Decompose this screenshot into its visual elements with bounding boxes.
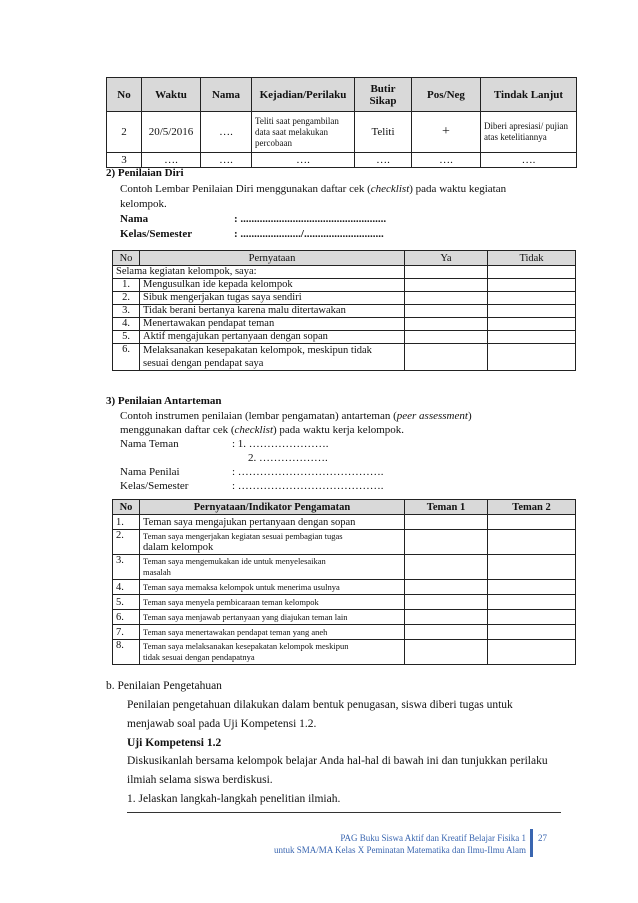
cell: Menertawakan pendapat teman: [140, 318, 405, 331]
cell: Diberi apresiasi/ pujian atas ketelitiannya: [481, 112, 577, 153]
field-label: Kelas/Semester: [120, 480, 189, 492]
checkbox-cell[interactable]: [488, 344, 576, 371]
section-text: [120, 182, 570, 196]
cell: +: [412, 112, 481, 153]
checkbox-cell[interactable]: [488, 318, 576, 331]
col-pos-neg: Pos/Neg: [412, 78, 481, 112]
col-ya: Ya: [405, 251, 488, 266]
text: Teman saya mengerjakan kegiatan sesuai pembagian tugas: [143, 531, 343, 541]
cell: Mengusulkan ide kepada kelompok: [140, 279, 405, 292]
col-nama: Nama: [201, 78, 252, 112]
col-teman-2: Teman 2: [488, 500, 576, 515]
checkbox-cell[interactable]: [488, 279, 576, 292]
table-row: [113, 305, 576, 318]
table-row: [113, 640, 576, 665]
section-text: menjawab soal pada Uji Kompetensi 1.2.: [127, 718, 317, 730]
cell: 3.: [113, 555, 140, 580]
cell: 7.: [113, 625, 140, 640]
cell: ….: [201, 112, 252, 153]
cell: [140, 530, 405, 555]
col-indikator: Pernyataan/Indikator Pengamatan: [140, 500, 405, 515]
checkbox-cell[interactable]: [405, 305, 488, 318]
checkbox-cell[interactable]: [405, 331, 488, 344]
cell: ….: [201, 153, 252, 168]
checkbox-cell[interactable]: [405, 279, 488, 292]
question-item: 1. Jelaskan langkah-langkah penelitian ilmiah.: [127, 792, 344, 806]
cell: ….: [252, 153, 355, 168]
field-label: Nama: [120, 213, 149, 225]
cell: Aktif mengajukan pertanyaan dengan sopan: [140, 331, 405, 344]
self-assessment-table: [112, 250, 576, 371]
text: sesuai dengan pendapat saya: [143, 358, 264, 369]
cell: ….: [412, 153, 481, 168]
cell: Teman saya menjawab pertanyaan yang diajukan teman lain: [140, 610, 405, 625]
table-row: [107, 153, 577, 168]
section-heading: 3) Penilaian Antarteman: [106, 395, 222, 407]
checkbox-cell[interactable]: [488, 515, 576, 530]
cell: Selama kegiatan kelompok, saya:: [113, 266, 405, 279]
cell: 6.: [113, 344, 140, 371]
col-waktu: Waktu: [142, 78, 201, 112]
col-no: No: [107, 78, 142, 112]
text: Melaksanakan kesepakatan kelompok, meskipun tidak: [143, 345, 372, 356]
field-value: : 1. ………………….: [232, 438, 329, 450]
checkbox-cell[interactable]: [488, 292, 576, 305]
cell: Sibuk mengerjakan tugas saya sendiri: [140, 292, 405, 305]
checkbox-cell[interactable]: [488, 530, 576, 555]
checkbox-cell[interactable]: [488, 610, 576, 625]
subsection-title: Uji Kompetensi 1.2: [127, 737, 222, 749]
cell: 2.: [113, 292, 140, 305]
table-row: [113, 292, 576, 305]
checkbox-cell[interactable]: [405, 292, 488, 305]
cell: Teliti saat pengambilan data saat melakukan percobaan: [252, 112, 355, 153]
cell: Tidak berani bertanya karena malu ditertawakan: [140, 305, 405, 318]
table-header-row: [113, 251, 576, 266]
cell: Teman saya menertawakan pendapat teman yang aneh: [140, 625, 405, 640]
checkbox-cell[interactable]: [405, 555, 488, 580]
table-row: [107, 112, 577, 153]
table-row: [113, 625, 576, 640]
footer-text: [230, 832, 526, 856]
text: Contoh instrumen penilaian (lembar pengamatan) antarteman (: [120, 410, 397, 422]
field-value: : ....................../.............................: [234, 228, 384, 240]
text: Contoh Lembar Penilaian Diri menggunakan daftar cek (: [120, 183, 371, 195]
text: ): [467, 410, 472, 422]
table-header-row: [107, 78, 577, 112]
text: checklist: [370, 183, 410, 195]
checkbox-cell[interactable]: [405, 530, 488, 555]
checkbox-cell[interactable]: [405, 640, 488, 665]
cell: Teliti: [355, 112, 412, 153]
checkbox-cell[interactable]: [405, 595, 488, 610]
checkbox-cell[interactable]: [405, 610, 488, 625]
checkbox-cell[interactable]: [488, 555, 576, 580]
text: ) pada waktu kegiatan: [409, 183, 507, 195]
col-pernyataan: Pernyataan: [140, 251, 405, 266]
checkbox-cell[interactable]: [405, 318, 488, 331]
field-label: Nama Teman: [120, 438, 179, 450]
checkbox-cell[interactable]: [488, 331, 576, 344]
text: ) pada waktu kerja kelompok.: [273, 424, 405, 436]
cell: 5.: [113, 595, 140, 610]
text: masalah: [143, 567, 171, 577]
text: Teman saya mengemukakan ide untuk menyelesaikan: [143, 556, 326, 566]
checkbox-cell[interactable]: [405, 344, 488, 371]
page-number: 27: [538, 833, 547, 843]
section-text: Penilaian pengetahuan dilakukan dalam bentuk penugasan, siswa diberi tugas untuk: [127, 699, 513, 711]
col-no: No: [113, 500, 140, 515]
section-heading: 2) Penilaian Diri: [106, 167, 184, 179]
field-value: : ………………………………….: [232, 480, 384, 492]
table-row: [113, 279, 576, 292]
cell: Teman saya mengajukan pertanyaan dengan sopan: [140, 515, 405, 530]
text: Teman saya melaksanakan kesepakatan kelompok meskipun: [143, 641, 349, 651]
text: checklist: [234, 424, 274, 436]
checkbox-cell[interactable]: [405, 515, 488, 530]
table-row: [113, 610, 576, 625]
table-row: [113, 318, 576, 331]
cell: ….: [355, 153, 412, 168]
table-row: [113, 580, 576, 595]
table-row: [113, 595, 576, 610]
cell: [140, 555, 405, 580]
cell: [405, 266, 488, 279]
section-text: [120, 409, 580, 423]
cell: 3.: [113, 305, 140, 318]
section-heading: b. Penilaian Pengetahuan: [106, 680, 222, 692]
peer-assessment-table: [112, 499, 576, 665]
cell: 3: [107, 153, 142, 168]
footer-rule: [530, 829, 533, 857]
checkbox-cell[interactable]: [405, 580, 488, 595]
col-kejadian: Kejadian/Perilaku: [252, 78, 355, 112]
table-row: [113, 344, 576, 371]
cell: 6.: [113, 610, 140, 625]
section-text: [120, 423, 580, 437]
text: tidak sesuai dengan pendapatnya: [143, 652, 255, 662]
checkbox-cell[interactable]: [488, 640, 576, 665]
field-value: : ………………………………….: [232, 466, 384, 478]
table-header-row: [113, 500, 576, 515]
field-value: 2. ……………….: [248, 452, 328, 464]
cell: 1.: [113, 279, 140, 292]
col-butir-sikap: Butir Sikap: [355, 78, 412, 112]
footer-line: PAG Buku Siswa Aktif dan Kreatif Belajar Fisika 1: [340, 833, 526, 843]
observation-table: [106, 77, 577, 168]
col-no: No: [113, 251, 140, 266]
field-label: Nama Penilai: [120, 466, 180, 478]
table-row: [113, 515, 576, 530]
col-teman-1: Teman 1: [405, 500, 488, 515]
footer-line: untuk SMA/MA Kelas X Peminatan Matematika dan Ilmu-Ilmu Alam: [274, 845, 526, 855]
checkbox-cell[interactable]: [405, 625, 488, 640]
checkbox-cell[interactable]: [488, 580, 576, 595]
checkbox-cell[interactable]: [488, 625, 576, 640]
checkbox-cell[interactable]: [488, 595, 576, 610]
table-row: [113, 530, 576, 555]
cell: [140, 344, 405, 371]
cell: [488, 266, 576, 279]
table-row: [113, 331, 576, 344]
cell: 2.: [113, 530, 140, 555]
section-text: kelompok.: [120, 198, 167, 210]
cell: Teman saya memaksa kelompok untuk menerima usulnya: [140, 580, 405, 595]
text: dalam kelompok: [143, 542, 214, 553]
text: peer assessment: [396, 410, 468, 422]
cell: 4.: [113, 580, 140, 595]
table-row: [113, 555, 576, 580]
checkbox-cell[interactable]: [488, 305, 576, 318]
section-text: ilmiah selama siswa berdiskusi.: [127, 774, 273, 786]
cell: Teman saya menyela pembicaraan teman kelompok: [140, 595, 405, 610]
cell: ….: [481, 153, 577, 168]
section-text: Diskusikanlah bersama kelompok belajar Anda hal-hal di bawah ini dan tunjukkan perilaku: [127, 755, 548, 767]
field-value: : .....................................................: [234, 213, 387, 225]
cell: ….: [142, 153, 201, 168]
cell: 2: [107, 112, 142, 153]
cell: 8.: [113, 640, 140, 665]
field-label: Kelas/Semester: [120, 228, 193, 240]
cell: 5.: [113, 331, 140, 344]
cell: 20/5/2016: [142, 112, 201, 153]
table-row: [113, 266, 576, 279]
col-tidak: Tidak: [488, 251, 576, 266]
answer-line: [127, 812, 561, 813]
cell: [140, 640, 405, 665]
cell: 4.: [113, 318, 140, 331]
cell: 1.: [113, 515, 140, 530]
text: menggunakan daftar cek (: [120, 424, 235, 436]
col-tindak-lanjut: Tindak Lanjut: [481, 78, 577, 112]
